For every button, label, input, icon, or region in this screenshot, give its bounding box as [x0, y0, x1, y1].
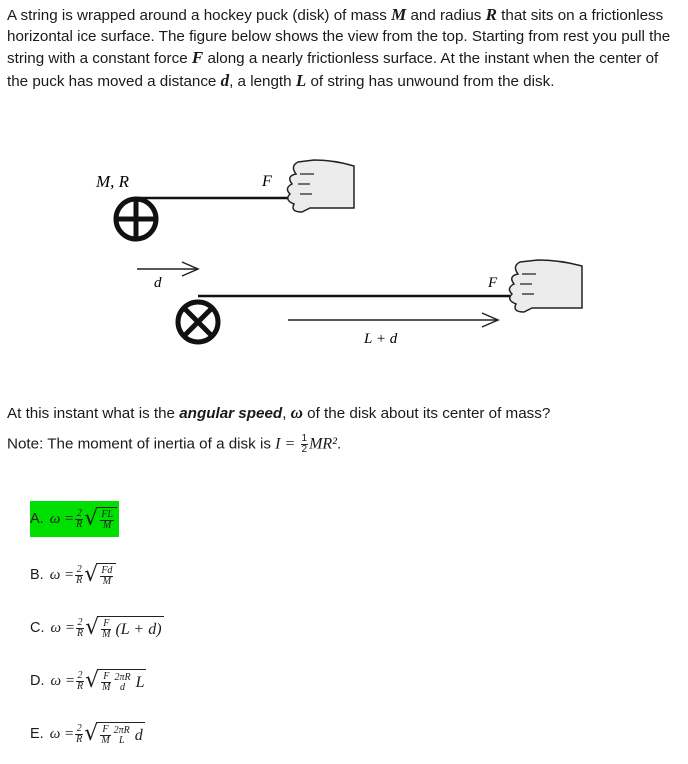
choice-b[interactable]: B. ω = $\frac{2}{R}$ √ $\frac{Fd}{M}$ [30, 557, 116, 593]
note-text: Note: The moment of inertia of a disk is I = $\frac{1}{2}$ MR². [7, 433, 342, 455]
force-label-top: F [262, 173, 272, 190]
choice-d[interactable]: D. ω = $\frac{2}{R}$ √ $\frac{F}{M}$ 2πR d L [30, 668, 145, 693]
choice-a[interactable]: A. ω = $\frac{2}{R}$ √ $\frac{FL}{M}$ [30, 501, 119, 537]
string-length-arrow [288, 313, 498, 327]
choice-e[interactable]: E. ω = $\frac{2}{R}$ √ $\frac{F}{M}$ 2πR L d [30, 721, 143, 746]
question-text: At this instant what is the angular speed, ω of the disk about its center of mass? [7, 403, 551, 422]
puck-top [116, 199, 156, 239]
problem-statement: A string is wrapped around a hockey puck (disk) of mass M and radius R that sits on a frictionless horizontal ice surface. The figure below shows the view from the top. Starting from rest you pull the string with a constant force F along a nearly frictionless surface. At the instant when the center of the puck has moved a distance d, a length L of string has unwound from the disk. [7, 5, 671, 90]
puck-diagram [0, 140, 688, 370]
hand-bottom-icon [509, 260, 582, 312]
force-label-bottom: F [488, 275, 498, 291]
distance-label: d [154, 275, 162, 291]
mass-radius-label: M, R [96, 172, 130, 191]
length-label: L + d [364, 331, 398, 347]
hand-top-icon [287, 160, 354, 212]
puck-bottom [178, 302, 218, 342]
displacement-arrow [137, 262, 198, 276]
choice-c[interactable]: C. ω = $\frac{2}{R}$ √ $\frac{F}{M}$ (L + d) [30, 615, 162, 640]
